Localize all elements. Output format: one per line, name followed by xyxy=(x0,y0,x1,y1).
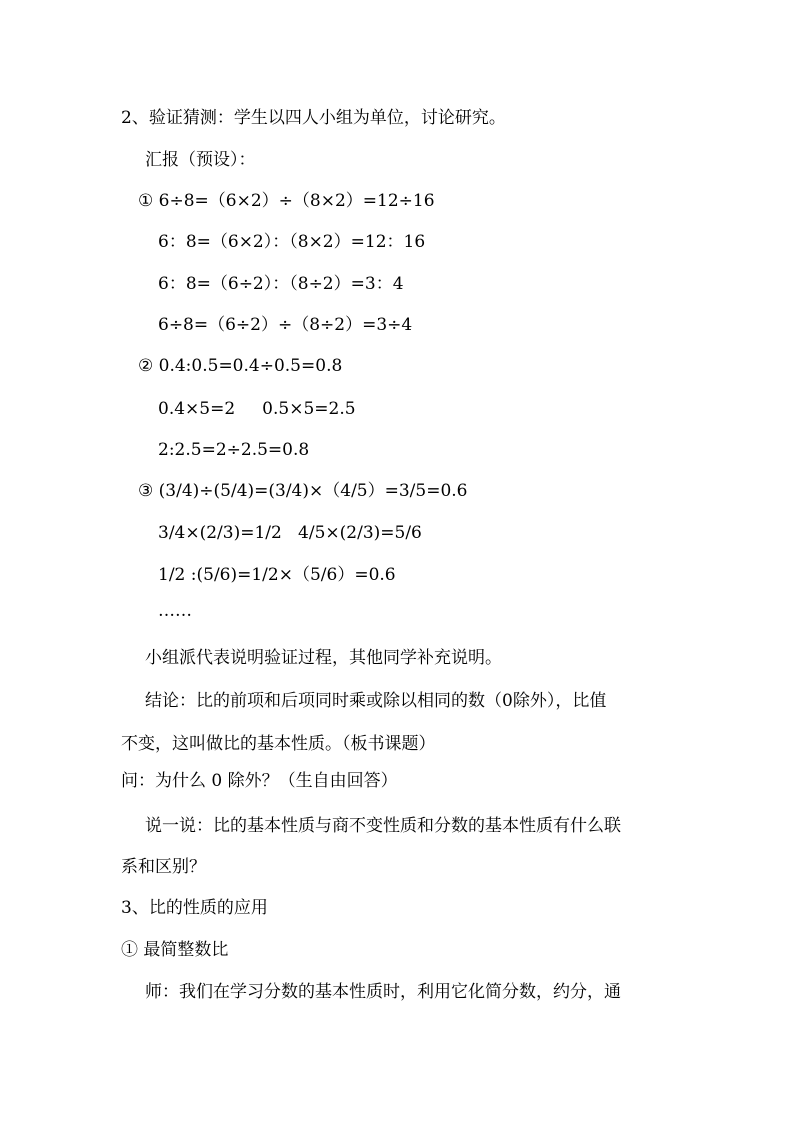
group-report-text: 小组派代表说明验证过程，其他同学补充说明。 xyxy=(145,648,502,668)
example-2-line-2: 0.4×5=2 0.5×5=2.5 xyxy=(158,399,356,419)
discussion-line-1: 说一说：比的基本性质与商不变性质和分数的基本性质有什么联 xyxy=(145,816,621,836)
report-label: 汇报（预设）： xyxy=(145,150,256,170)
discussion-line-2: 系和区别？ xyxy=(121,857,206,877)
conclusion-line-1: 结论：比的前项和后项同时乘或除以相同的数（0除外），比值 xyxy=(145,691,607,711)
example-1-line-1: ① 6÷8=（6×2）÷（8×2）=12÷16 xyxy=(138,191,435,211)
section-3-heading: 3、比的性质的应用 xyxy=(121,898,268,918)
example-3-line-2: 3/4×(2/3)=1/2 4/5×(2/3)=5/6 xyxy=(158,523,422,543)
example-2-line-1: ② 0.4:0.5=0.4÷0.5=0.8 xyxy=(138,356,343,376)
example-3-line-1: ③ (3/4)÷(5/4)=(3/4)×（4/5）=3/5=0.6 xyxy=(138,481,468,501)
section-2-heading: 2、验证猜测：学生以四人小组为单位，讨论研究。 xyxy=(121,108,506,128)
ellipsis: …… xyxy=(158,601,192,621)
example-1-line-4: 6÷8=（6÷2）÷（8÷2）=3÷4 xyxy=(158,315,413,335)
example-1-line-2: 6：8=（6×2）：（8×2）=12：16 xyxy=(158,232,426,252)
example-2-line-3: 2:2.5=2÷2.5=0.8 xyxy=(158,440,310,460)
example-1-line-3: 6：8=（6÷2）：（8÷2）=3：4 xyxy=(158,274,404,294)
teacher-text: 师：我们在学习分数的基本性质时，利用它化简分数，约分，通 xyxy=(145,982,621,1002)
subsection-simplest-ratio: ① 最简整数比 xyxy=(121,940,229,960)
example-3-line-3: 1/2 :(5/6)=1/2×（5/6）=0.6 xyxy=(158,565,396,585)
conclusion-line-2: 不变，这叫做比的基本性质。（板书课题） xyxy=(121,734,436,754)
question-text: 问：为什么 0 除外？（生自由回答） xyxy=(121,771,398,791)
